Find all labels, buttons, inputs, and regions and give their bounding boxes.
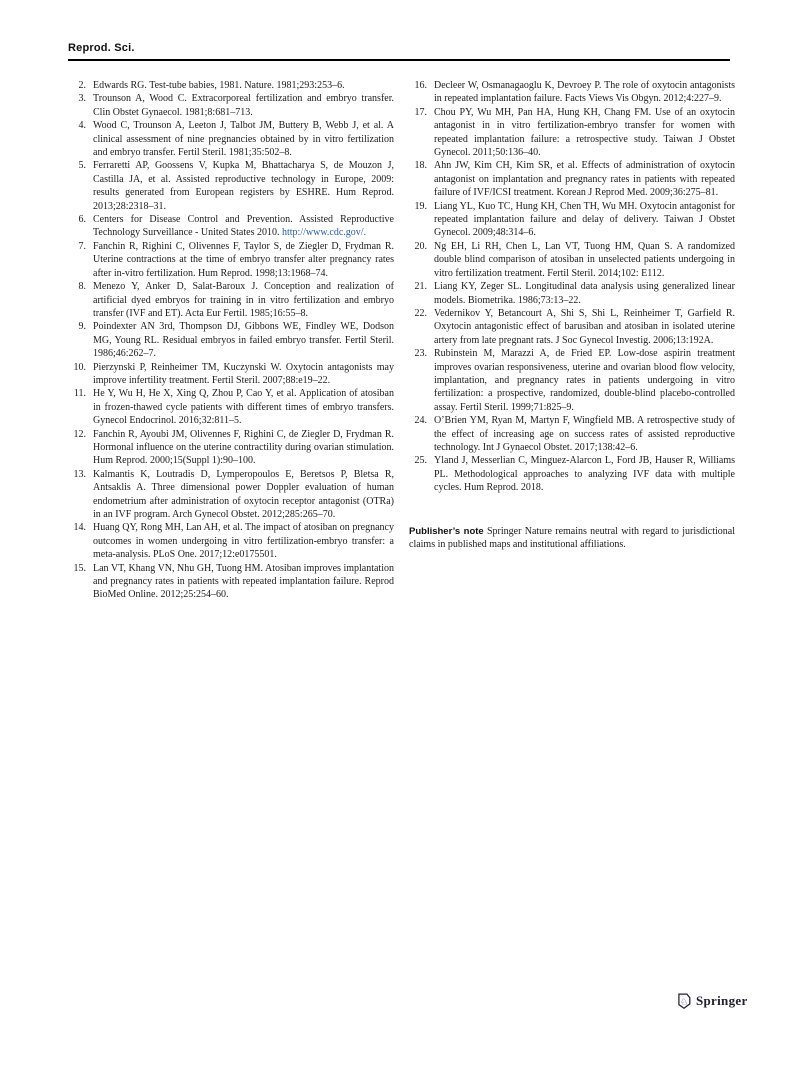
- references-section: [68, 79, 735, 602]
- reference-number: 9.: [78, 321, 86, 333]
- reference-item: [68, 213, 394, 240]
- reference-number: 6.: [78, 214, 86, 226]
- reference-item: [409, 240, 735, 280]
- reference-list-left: [68, 79, 394, 602]
- reference-list-right: [409, 79, 735, 495]
- reference-body: [93, 240, 394, 280]
- reference-item: [68, 320, 394, 360]
- reference-text: Poindexter AN 3rd, Thompson DJ, Gibbons WE, Findley WE, Dodson MG, Young RL. Residual embryos in failed embryo transfer. Fertil Steril. 1986;46:262–7.: [93, 321, 394, 360]
- reference-body: [93, 387, 394, 427]
- reference-text: O’Brien YM, Ryan M, Martyn F, Wingfield MB. A retrospective study of the effect of increasing age on success rates of assisted reproductive technology. Int J Gynaecol Obstet. 2017;138:42–6.: [434, 415, 735, 453]
- reference-text: Wood C, Trounson A, Leeton J, Talbot JM, Buttery B, Webb J, et al. A clinical assessment of nine pregnancies obtained by in vitro fertilization and embryo transfer. Fertil Steril. 1981;35:502–8.: [93, 120, 394, 159]
- reference-item: [68, 468, 394, 522]
- reference-body: [93, 428, 394, 468]
- reference-body: [93, 159, 394, 213]
- reference-item: [409, 347, 735, 414]
- reference-item: [409, 106, 735, 160]
- reference-body: [93, 468, 394, 522]
- reference-item: [68, 521, 394, 561]
- reference-body: [93, 280, 394, 320]
- reference-body: [434, 240, 735, 280]
- reference-item: [68, 428, 394, 468]
- reference-number: 12.: [73, 428, 86, 440]
- reference-text: Fanchin R, Righini C, Olivennes F, Taylor S, de Ziegler D, Frydman R. Uterine contractions at the time of embryo transfer alter pregnancy rates after in-vitro fertilization. Hum Reprod. 1998;13:1968–74.: [93, 240, 394, 279]
- reference-number: 2.: [78, 80, 86, 91]
- reference-text: Rubinstein M, Marazzi A, de Fried EP. Low-dose aspirin treatment improves ovarian responsiveness, uterine and ovarian blood flow velocity, implantation, and pregnancy rates in patients undergoing in vitro fertilization: a prospective, randomized, double-blind placebo-controlled assay. Fertil Steril. 1999;71:825–9.: [434, 348, 735, 413]
- reference-text: Vedernikov Y, Betancourt A, Shi S, Shi L, Reinheimer T, Garfield R. Oxytocin antagonistic effect of barusiban and atosiban in isolated uterine artery from late pregnant rats. J Soc Gynecol Investig. 2006;13:192A.: [434, 307, 735, 346]
- reference-text: Liang YL, Kuo TC, Hung KH, Chen TH, Wu MH. Oxytocin antagonist for repeated implantation failure and delay of delivery. Taiwan J Obstet Gynecol. 2009;48:314–6.: [434, 200, 735, 239]
- reference-text: Lan VT, Khang VN, Nhu GH, Tuong HM. Atosiban improves implantation and pregnancy rates in patients with repeated implantation failure. Reprod BioMed Online. 2012;25:254–60.: [93, 562, 394, 601]
- references-column-left: [68, 79, 394, 602]
- reference-text: Yland J, Messerlian C, Minguez-Alarcon L, Ford JB, Hauser R, Williams PL. Methodological approaches to analyzing IVF data with multiple cycles. Hum Reprod. 2018.: [434, 455, 735, 494]
- reference-number: 17.: [414, 106, 427, 118]
- reference-body: [93, 79, 394, 92]
- reference-number: 22.: [414, 307, 427, 319]
- reference-text: Trounson A, Wood C. Extracorporeal fertilization and embryo transfer. Clin Obstet Gynaecol. 1981;8:681–713.: [93, 93, 394, 118]
- reference-body: [434, 347, 735, 414]
- reference-text: Edwards RG. Test-tube babies, 1981. Nature. 1981;293:253–6.: [93, 80, 345, 91]
- reference-text: Ferraretti AP, Goossens V, Kupka M, Bhattacharya S, de Mouzon J, Castilla JA, et al. Assisted reproductive technology in Europe, 2009: results generated from European registers by ESHRE. Hum Reprod. 2013;28:2318–31.: [93, 160, 394, 212]
- reference-body: [434, 200, 735, 240]
- reference-text: Decleer W, Osmanagaoglu K, Devroey P. The role of oxytocin antagonists in repeated implantation failure. Facts Views Vis Obgyn. 2012;4:227–9.: [434, 80, 735, 105]
- reference-body: [434, 106, 735, 160]
- references-column-right: [409, 79, 735, 602]
- reference-body: [434, 454, 735, 494]
- publisher-note-text: Springer Nature remains neutral with regard to jurisdictional claims in published maps and institutional affiliations.: [409, 525, 735, 550]
- reference-text: Centers for Disease Control and Prevention. Assisted Reproductive Technology Surveillance - United States 2010.: [93, 214, 394, 239]
- reference-number: 3.: [78, 93, 86, 105]
- reference-body: [93, 521, 394, 561]
- reference-number: 19.: [414, 200, 427, 212]
- reference-text: Ng EH, Li RH, Chen L, Lan VT, Tuong HM, Quan S. A randomized double blind comparison of atosiban in unselected patients undergoing in vitro fertilization treatment. Fertil Steril. 2014;102: E112.: [434, 240, 735, 279]
- reference-number: 25.: [414, 455, 427, 467]
- springer-wordmark: Springer: [696, 993, 748, 1008]
- reference-body: [93, 320, 394, 360]
- reference-item: [409, 414, 735, 454]
- reference-item: [68, 361, 394, 388]
- springer-horse-icon: [676, 992, 692, 1010]
- reference-text: He Y, Wu H, He X, Xing Q, Zhou P, Cao Y, et al. Application of atosiban in frozen-thawed cycle patients with different times of embryo transfers. Gynecol Endocrinol. 2016;32:811–5.: [93, 388, 394, 427]
- reference-text: Menezo Y, Anker D, Salat-Baroux J. Conception and realization of artificial dyed embryos for training in in vitro fertilization and embryo transfer (IVF and ET). Acta Eur Fertil. 1985;16:55–8.: [93, 281, 394, 319]
- reference-item: [68, 280, 394, 320]
- reference-item: [409, 79, 735, 106]
- header-rule: [68, 59, 730, 61]
- reference-number: 14.: [73, 522, 86, 534]
- reference-body: [93, 92, 394, 119]
- journal-running-head: Reprod. Sci.: [68, 42, 135, 54]
- reference-number: 15.: [73, 562, 86, 574]
- reference-number: 18.: [414, 160, 427, 172]
- reference-item: [68, 159, 394, 213]
- publisher-note: [409, 525, 735, 552]
- reference-body: [93, 562, 394, 602]
- reference-number: 13.: [73, 468, 86, 480]
- reference-number: 11.: [73, 388, 86, 400]
- reference-text: Fanchin R, Ayoubi JM, Olivennes F, Righini C, de Ziegler D, Frydman R. Hormonal influence on the uterine contractility during ovarian stimulation. Hum Reprod. 2000;15(Suppl 1):90–100.: [93, 428, 394, 467]
- reference-text: Chou PY, Wu MH, Pan HA, Hung KH, Chang FM. Use of an oxytocin antagonist in in vitro fertilization-embryo transfer for women with repeated implantation failure: a retrospective study. Taiwan J Obstet Gynecol. 2011;50:136–40.: [434, 106, 735, 159]
- reference-item: [68, 562, 394, 602]
- reference-body: [93, 213, 394, 240]
- reference-text: Huang QY, Rong MH, Lan AH, et al. The impact of atosiban on pregnancy outcomes in women undergoing in vitro fertilization-embryo transfer: a meta-analysis. PLoS One. 2017;12:e0175501.: [93, 522, 394, 561]
- reference-number: 7.: [78, 240, 86, 252]
- reference-item: [68, 240, 394, 280]
- reference-body: [93, 119, 394, 159]
- reference-number: 5.: [78, 160, 86, 172]
- reference-body: [93, 361, 394, 388]
- reference-link[interactable]: http://www.cdc.gov/.: [281, 227, 367, 239]
- reference-number: 21.: [414, 281, 427, 293]
- reference-item: [68, 92, 394, 119]
- reference-item: [409, 454, 735, 494]
- reference-body: [434, 159, 735, 199]
- springer-logo: [676, 992, 748, 1010]
- reference-item: [68, 387, 394, 427]
- reference-item: [409, 280, 735, 307]
- reference-body: [434, 79, 735, 106]
- publisher-note-label: Publisher’s note: [409, 525, 484, 537]
- reference-text: Liang KY, Zeger SL. Longitudinal data analysis using generalized linear models. Biometrika. 1986;73:13–22.: [434, 281, 735, 306]
- reference-number: 16.: [414, 80, 427, 91]
- reference-text: Ahn JW, Kim CH, Kim SR, et al. Effects of administration of oxytocin antagonist on implantation and pregnancy rates in patients with repeated failure of IVF/ICSI treatment. Korean J Reprod Med. 2009;36:275–81.: [434, 160, 735, 199]
- reference-number: 24.: [414, 415, 427, 427]
- reference-item: [409, 200, 735, 240]
- reference-number: 10.: [73, 361, 86, 373]
- reference-number: 20.: [414, 240, 427, 252]
- reference-item: [68, 119, 394, 159]
- reference-item: [409, 307, 735, 347]
- reference-body: [434, 414, 735, 454]
- reference-number: 23.: [414, 348, 427, 360]
- reference-item: [409, 159, 735, 199]
- reference-item: [68, 79, 394, 92]
- reference-body: [434, 280, 735, 307]
- svg-text:♘: ♘: [680, 997, 688, 1008]
- reference-text: Kalmantis K, Loutradis D, Lymperopoulos E, Beretsos P, Bletsa R, Antsaklis A. Three dimensional power Doppler evaluation of human endometrium after administration of oxytocin receptor antagonist (OTRa) in an IVF program. Arch Gynecol Obstet. 2012;285:265–70.: [93, 468, 394, 520]
- reference-body: [434, 307, 735, 347]
- reference-text: Pierzynski P, Reinheimer TM, Kuczynski W. Oxytocin antagonists may improve infertility treatment. Fertil Steril. 2007;88:e19–22.: [93, 361, 394, 386]
- reference-number: 4.: [78, 120, 86, 132]
- reference-number: 8.: [78, 281, 86, 293]
- page-header: [68, 42, 731, 61]
